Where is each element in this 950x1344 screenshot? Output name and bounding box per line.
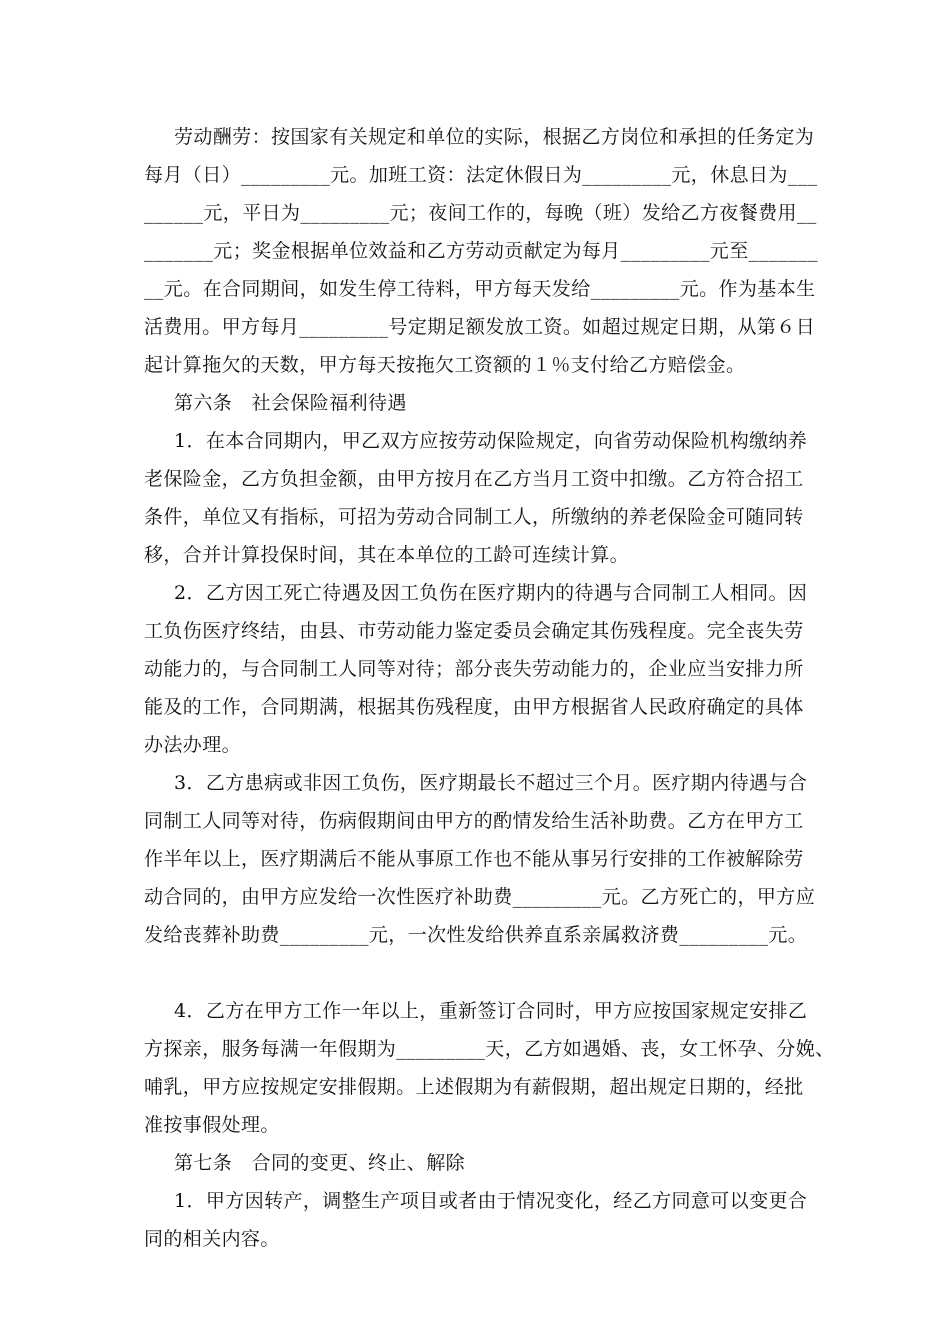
paragraph-line: 2．乙方因工死亡待遇及因工负伤在医疗期内的待遇与合同制工人相同。因: [174, 582, 808, 604]
article-heading: 第六条 社会保险福利待遇: [174, 392, 407, 414]
article-heading: 第七条 合同的变更、终止、解除: [174, 1152, 466, 1174]
paragraph-line: 发给丧葬补助费_________元，一次性发给供养直系亲属救济费_________元。: [144, 924, 808, 946]
paragraph-line: 作半年以上，医疗期满后不能从事原工作也不能从事另行安排的工作被解除劳: [144, 848, 804, 870]
paragraph-line: 哺乳，甲方应按规定安排假期。上述假期为有薪假期，超出规定日期的，经批: [144, 1076, 804, 1098]
paragraph-line: 老保险金，乙方负担金额，由甲方按月在乙方当月工资中扣缴。乙方符合招工: [144, 468, 804, 490]
paragraph-line: 方探亲，服务每满一年假期为_________天，乙方如遇婚、丧，女工怀孕、分娩、: [144, 1038, 835, 1060]
paragraph-line: 每月（日）_________元。加班工资：法定休假日为_________元，休息日为___: [144, 164, 818, 186]
paragraph-line: 4．乙方在甲方工作一年以上，重新签订合同时，甲方应按国家规定安排乙: [174, 1000, 808, 1022]
paragraph-line: _______元；奖金根据单位效益和乙方劳动贡献定为每月_________元至_______: [144, 240, 818, 262]
paragraph-line: __元。在合同期间，如发生停工待料，甲方每天发给_________元。作为基本生: [144, 278, 816, 300]
paragraph-line: ______元，平日为_________元；夜间工作的，每晚（班）发给乙方夜餐费用__: [144, 202, 817, 224]
paragraph-line: 移，合并计算投保时间，其在本单位的工龄可连续计算。: [144, 544, 630, 566]
paragraph-line: 条件，单位又有指标，可招为劳动合同制工人，所缴纳的养老保险金可随同转: [144, 506, 804, 528]
paragraph-line: 同制工人同等对待，伤病假期间由甲方的酌情发给生活补助费。乙方在甲方工: [144, 810, 804, 832]
paragraph-line: 工负伤医疗终结，由县、市劳动能力鉴定委员会确定其伤残程度。完全丧失劳: [144, 620, 804, 642]
paragraph-line: 同的相关内容。: [144, 1228, 280, 1250]
paragraph-line: 活费用。甲方每月_________号定期足额发放工资。如超过规定日期，从第６日: [144, 316, 816, 338]
paragraph-line: 1．甲方因转产，调整生产项目或者由于情况变化，经乙方同意可以变更合: [174, 1190, 808, 1212]
paragraph-line: 劳动酬劳：按国家有关规定和单位的实际，根据乙方岗位和承担的任务定为: [174, 126, 815, 148]
paragraph-line: 1．在本合同期内，甲乙双方应按劳动保险规定，向省劳动保险机构缴纳养: [174, 430, 808, 452]
paragraph-line: 动能力的，与合同制工人同等对待；部分丧失劳动能力的，企业应当安排力所: [144, 658, 804, 680]
paragraph-line: 动合同的，由甲方应发给一次性医疗补助费_________元。乙方死亡的，甲方应: [144, 886, 816, 908]
paragraph-line: 3．乙方患病或非因工负伤，医疗期最长不超过三个月。医疗期内待遇与合: [174, 772, 808, 794]
document-body: [144, 118, 835, 1258]
paragraph-line: 准按事假处理。: [144, 1114, 280, 1136]
paragraph-line: 起计算拖欠的天数，甲方每天按拖欠工资额的１％支付给乙方赔偿金。: [144, 354, 746, 376]
paragraph-line: 能及的工作，合同期满，根据其伤残程度，由甲方根据省人民政府确定的具体: [144, 696, 804, 718]
paragraph-line: 办法办理。: [144, 734, 242, 756]
blank-line: [144, 954, 814, 992]
